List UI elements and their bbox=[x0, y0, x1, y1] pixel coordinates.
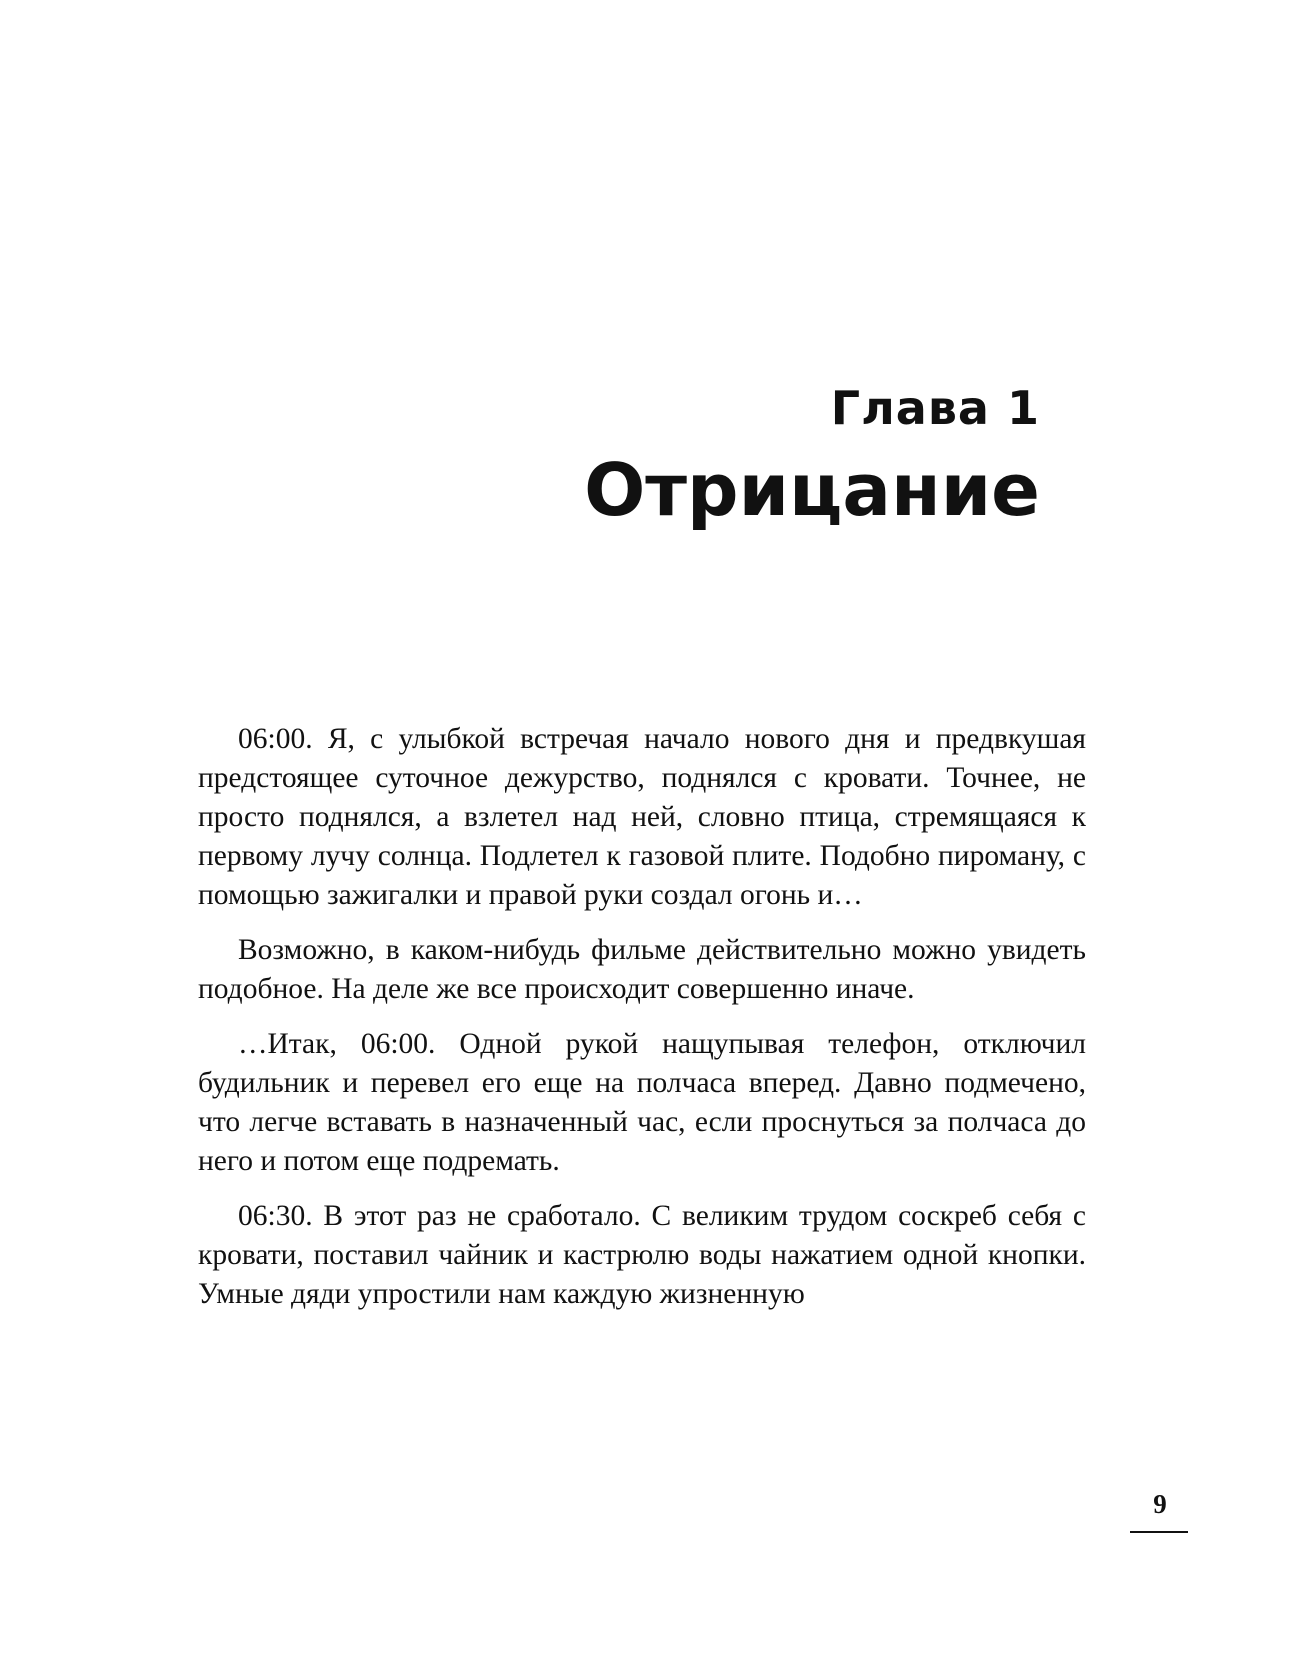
chapter-number: Глава 1 bbox=[830, 381, 1040, 435]
page-number-rule bbox=[1130, 1531, 1188, 1533]
paragraph: 06:30. В этот раз не сработало. С великим трудом соскреб себя с кровати, поставил чайник и кастрюлю воды нажатием одной кнопки. Умные дяди упростили нам каждую жизненную bbox=[198, 1200, 1086, 1310]
page-number: 9 bbox=[1153, 1489, 1167, 1519]
chapter-heading bbox=[584, 378, 1040, 538]
paragraph: …Итак, 06:00. Одной рукой нащупывая телефон, отключил будильник и перевел его еще на полчаса вперед. Давно подмечено, что легче вставать в назначенный час, если проснуться за полчаса до него и потом еще подремать. bbox=[198, 1028, 1086, 1177]
paragraph: 06:00. Я, с улыбкой встречая начало нового дня и предвкушая предстоящее суточное дежурство, поднялся с кровати. Точнее, не просто поднялся, а взлетел над ней, словно птица, стремящаяся к первому лучу солнца. Подлетел к газовой плите. Подобно пироману, с помощью зажигалки и правой руки создал огонь и… bbox=[198, 723, 1086, 911]
chapter-title: Отрицание bbox=[584, 448, 1040, 532]
body-text bbox=[198, 720, 1086, 1330]
paragraph: Возможно, в каком-нибудь фильме действительно можно увидеть подобное. На деле же все происходит совершенно иначе. bbox=[198, 934, 1086, 1005]
